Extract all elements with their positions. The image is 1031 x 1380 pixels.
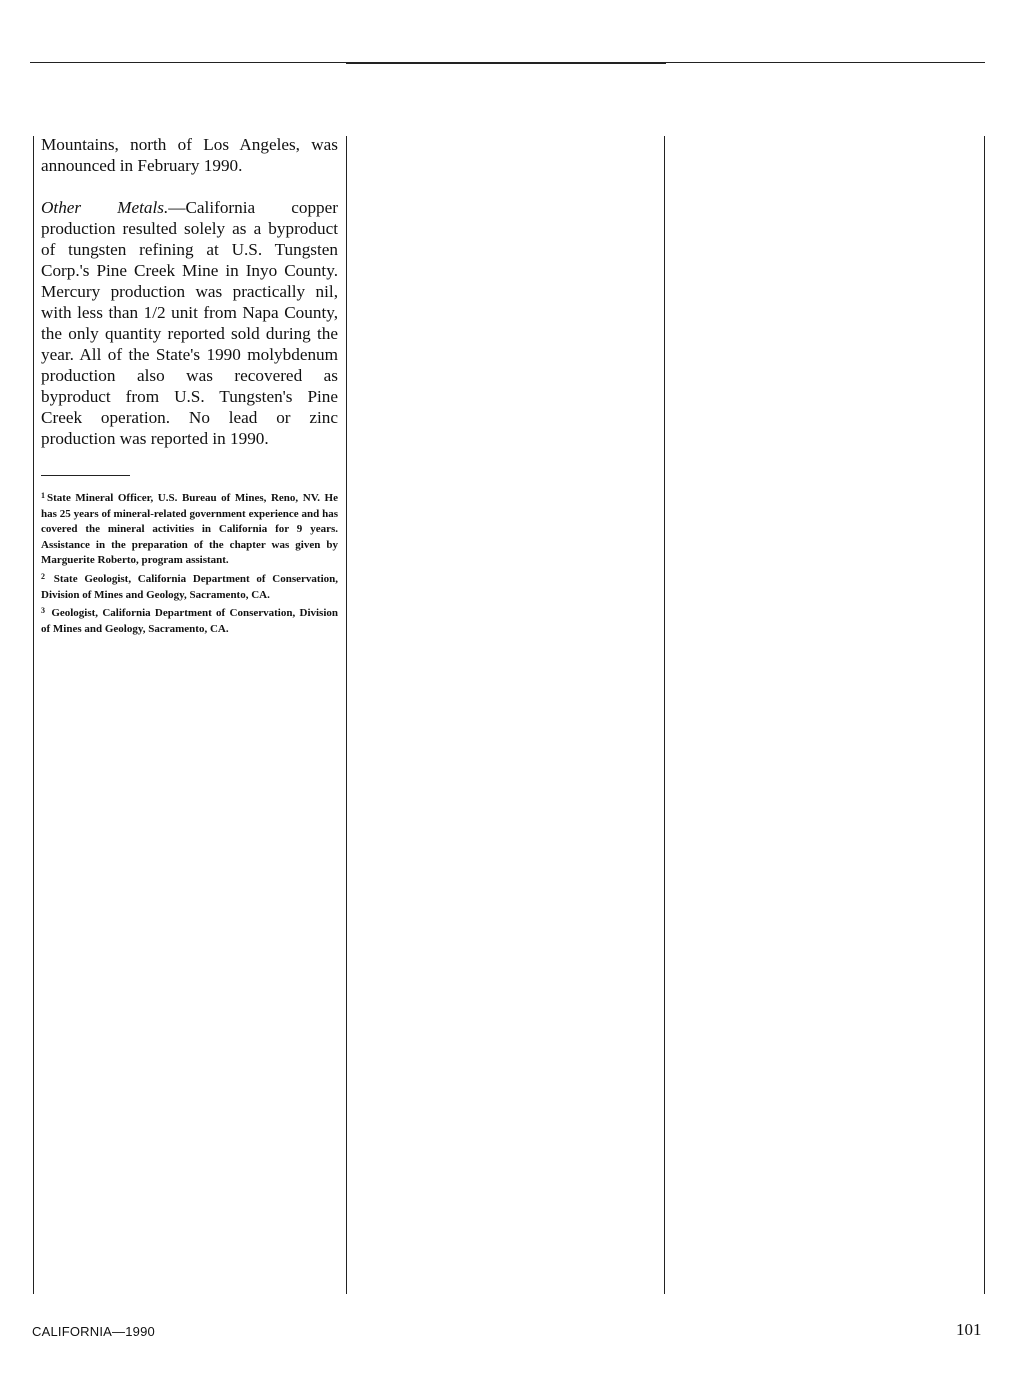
footnote-3: [41, 603, 338, 637]
footnote-text: Geologist, California Department of Conservation, Division of Mines and Geology, Sacramento, CA.: [41, 607, 339, 635]
footnote-marker: 2: [41, 571, 45, 581]
column-rule-2: [664, 136, 665, 1294]
paragraph-body: —California copper production resulted solely as a byproduct of tungsten refining at U.S. Tungsten Corp.'s Pine Creek Mine in Inyo County. Mercury production was practically nil, with less than 1/2 unit from Napa County, the only quantity reported sold during the year. All of the State's 1990 molybdenum production also was recovered as byproduct from U.S. Tungsten's Pine Creek operation. No lead or zinc production was reported in 1990.: [41, 198, 338, 448]
column-rule-1: [346, 136, 347, 1294]
footnote-marker: 1: [41, 491, 45, 500]
footnote-rule: [41, 475, 130, 476]
footnote-1: [41, 488, 338, 569]
footnote-2: [41, 569, 338, 603]
paragraph-heading: Other Metals.: [41, 198, 169, 217]
footnote-text: State Geologist, California Department of Conservation, Division of Mines and Geology, Sacramento, CA.: [41, 572, 338, 601]
page-number: 101: [956, 1320, 982, 1339]
header-rule-thick: [346, 62, 666, 64]
paragraph-continuation: Mountains, north of Los Angeles, was announced in February 1990.: [41, 135, 338, 175]
column-rule-left: [33, 136, 34, 1294]
text-column-1: [41, 134, 338, 637]
paragraph-other-metals: [41, 197, 338, 449]
footnote-marker: 3: [41, 606, 45, 616]
footnote-text: State Mineral Officer, U.S. Bureau of Mines, Reno, NV. He has 25 years of mineral-related government experience and has covered the mineral activities in California for 9 years. Assistance in the preparation of the chapter was given by Marguerite Roberto, program assistant.: [41, 492, 338, 567]
running-footer: CALIFORNIA—1990: [32, 1324, 155, 1339]
column-rule-right: [984, 136, 985, 1294]
